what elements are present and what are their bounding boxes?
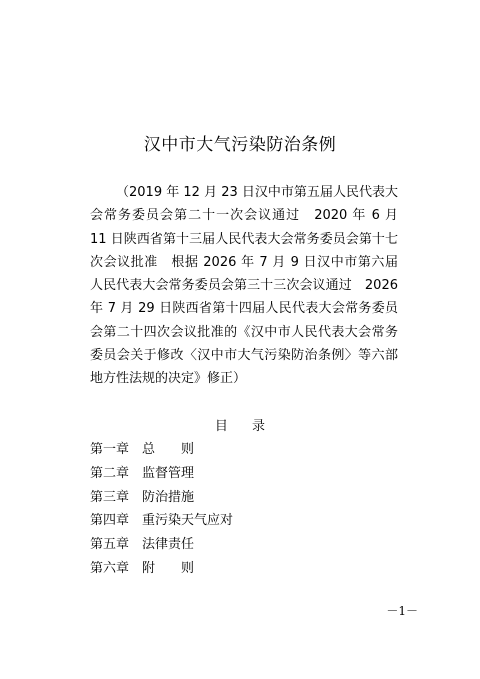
toc-chapter-number: 第一章 [90, 442, 130, 457]
toc-item-1 [90, 438, 390, 462]
preamble: （2019 年 12 月 23 日汉中市第五届人民代表大会常务委员会第二十一次会议通过 2020 年 6 月 11 日陕西省第十三届人民代表大会常务委员会第十七次会议批准 根据 2026 年 7 月 9 日汉中市第六届人民代表大会常务委员会第三十三次会议通过 2026 年 7 月 29 日陕西省第十四届人民代表大会常务委员会第二十四次会议批准的《汉中市人民代表大会常务委员会关于修改〈汉中市大气污染防治条例〉等六部地方性法规的决定》修正） [90, 185, 398, 387]
toc-item-4 [90, 509, 390, 533]
toc-item-5 [90, 533, 390, 557]
toc-chapter-number: 第四章 [90, 513, 130, 529]
toc-chapter-number: 第二章 [90, 465, 130, 481]
toc-item-6 [90, 557, 390, 581]
toc-chapter-name: 重污染天气应对 [142, 513, 234, 529]
toc-chapter-name: 总 则 [142, 442, 195, 457]
table-of-contents [90, 438, 390, 581]
toc-item-3 [90, 486, 390, 510]
toc-chapter-number: 第六章 [90, 560, 130, 576]
toc-title: 目 录 [214, 419, 266, 434]
document-title: 汉中市大气污染防治条例 [143, 135, 337, 155]
toc-item-2 [90, 462, 390, 486]
page-number: －1－ [386, 604, 418, 618]
toc-chapter-name: 法律责任 [142, 537, 195, 553]
toc-chapter-name: 附 则 [142, 560, 195, 576]
toc-chapter-name: 监督管理 [142, 465, 195, 481]
toc-chapter-number: 第五章 [90, 537, 130, 553]
toc-chapter-name: 防治措施 [142, 489, 195, 505]
toc-chapter-number: 第三章 [90, 489, 130, 505]
